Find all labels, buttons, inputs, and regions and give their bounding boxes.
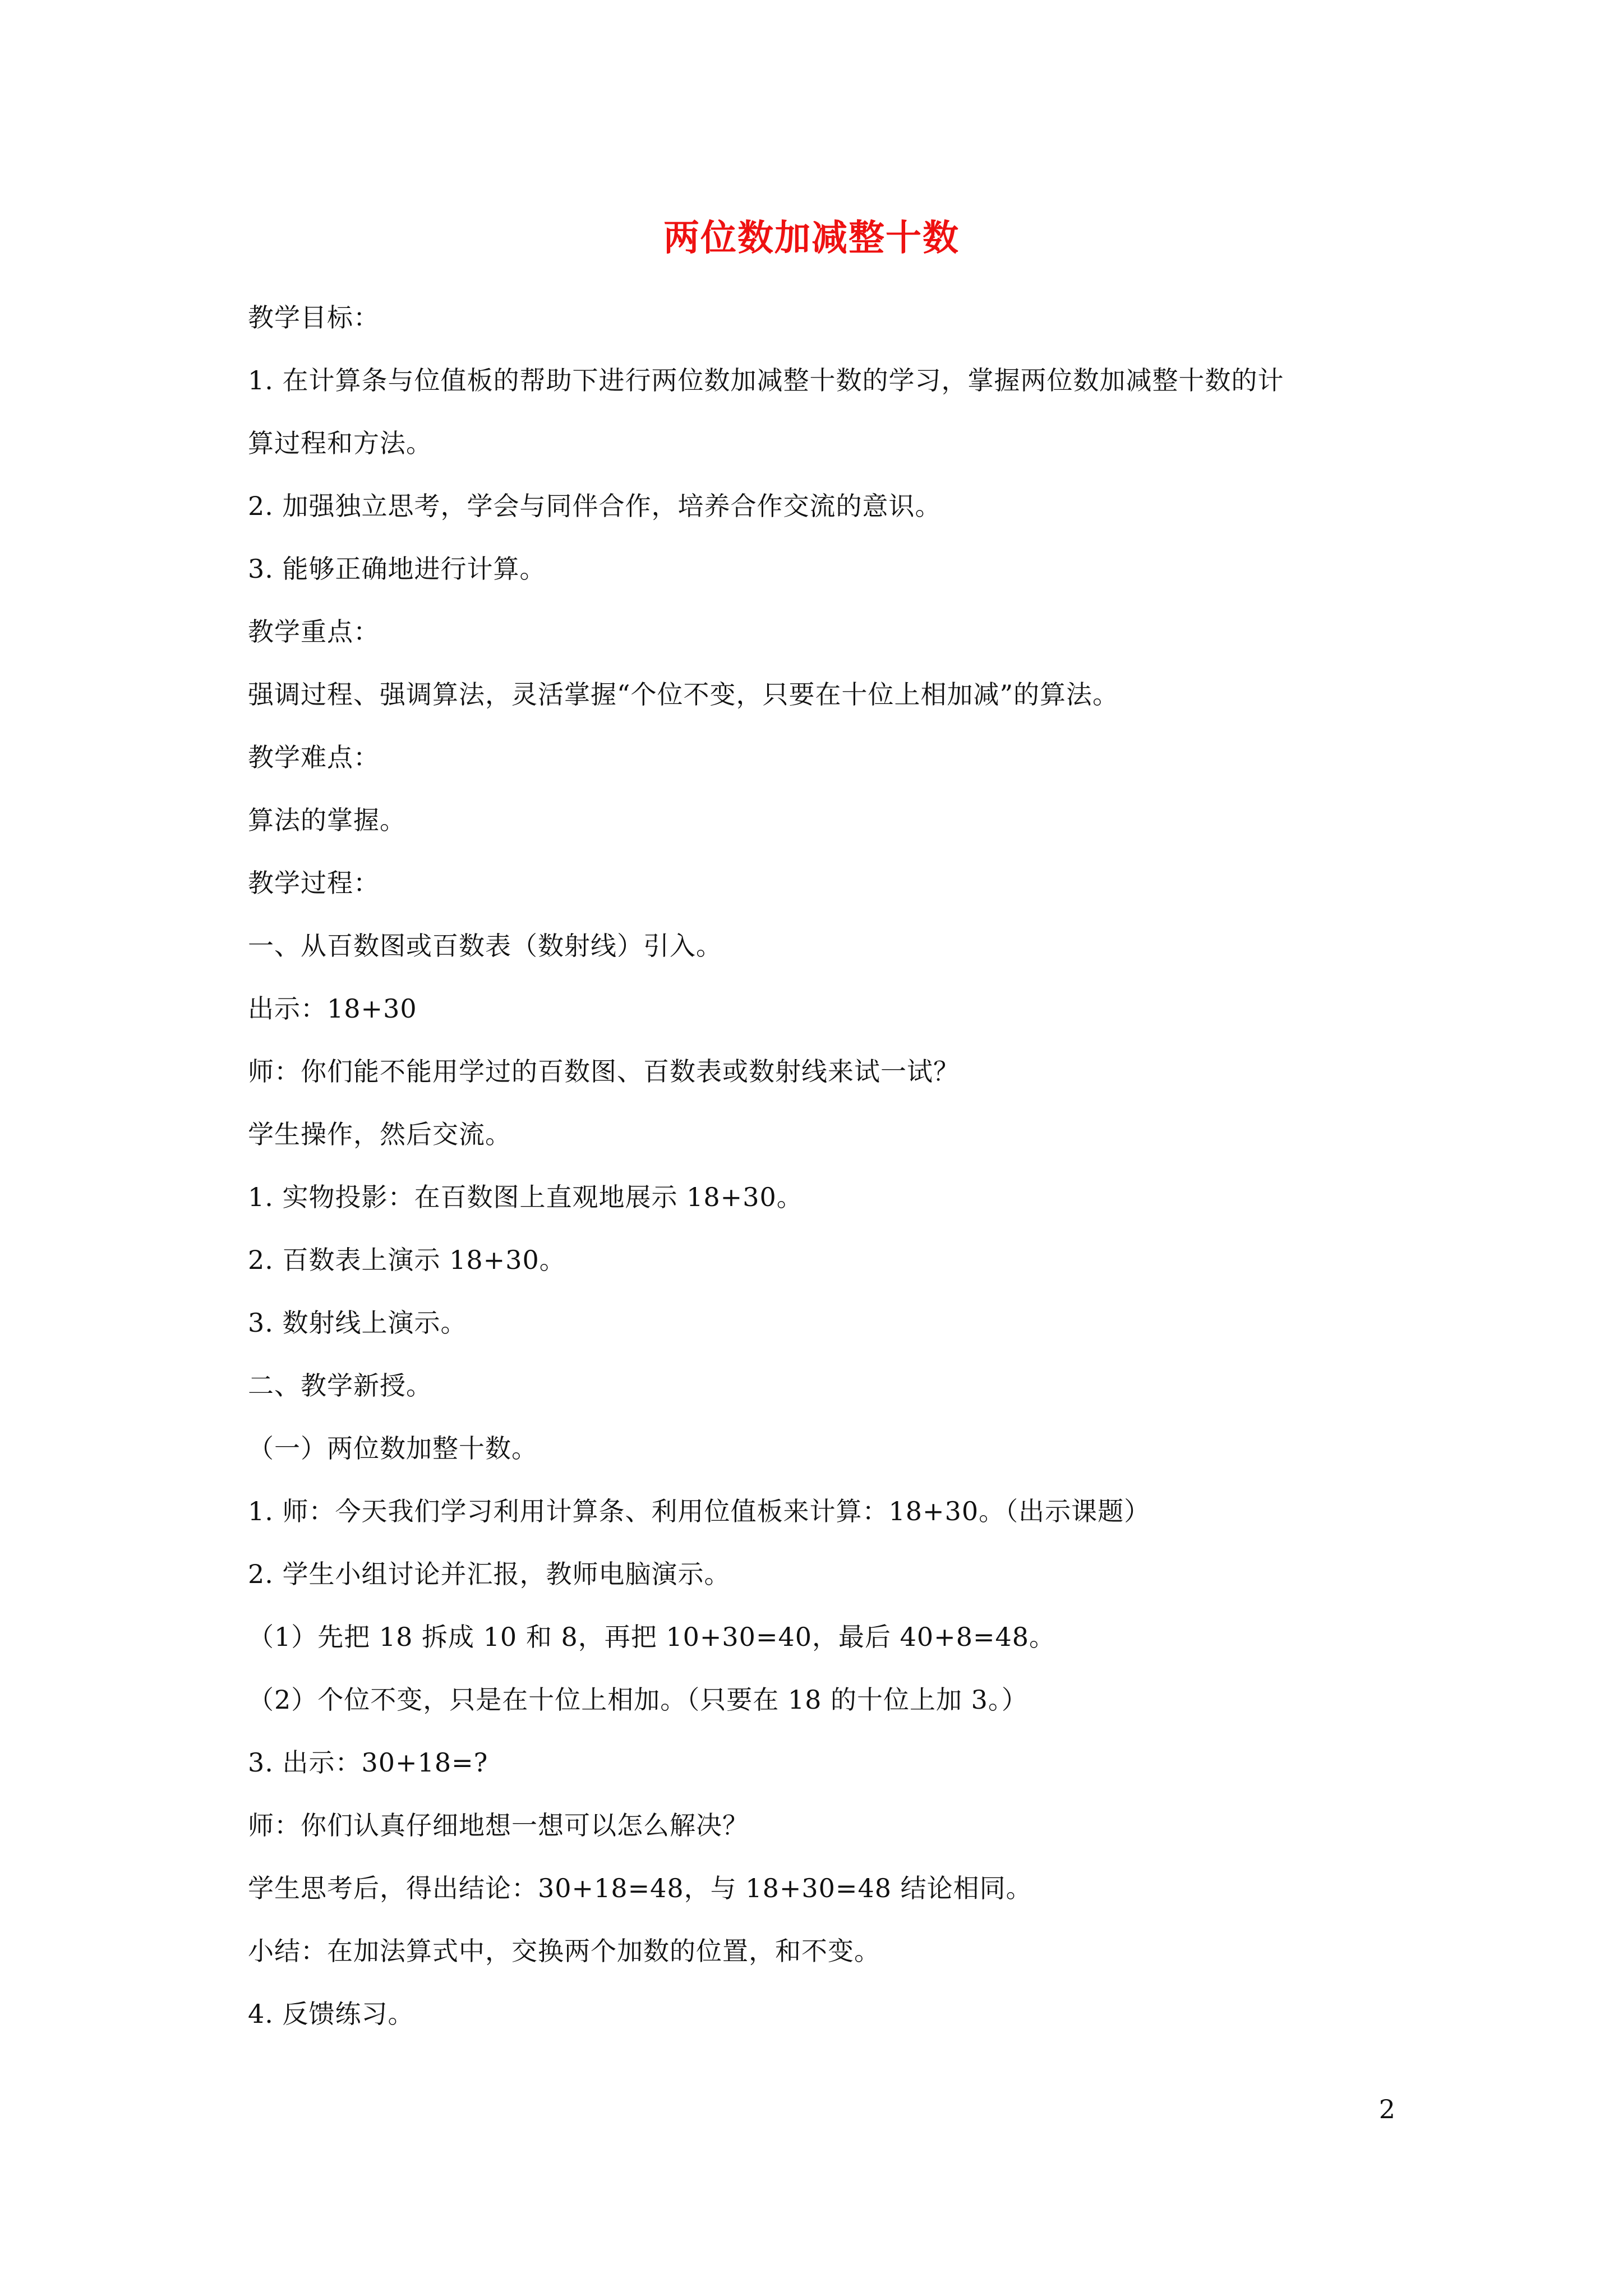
addition-method-1: （1）先把 18 拆成 10 和 8，再把 10+30=40，最后 40+8=48。 <box>248 1622 1056 1652</box>
section-heading-process: 教学过程： <box>248 868 380 898</box>
addition-step-3: 3. 出示：30+18=? <box>248 1747 488 1778</box>
subsection-heading-addition: （一）两位数加整十数。 <box>248 1433 538 1464</box>
addition-method-2: （2）个位不变，只是在十位上相加。（只要在 18 的十位上加 3。） <box>248 1685 1028 1715</box>
process-step-2: 2. 百数表上演示 18+30。 <box>248 1245 566 1275</box>
summary-text: 小结：在加法算式中，交换两个加数的位置，和不变。 <box>248 1936 880 1966</box>
student-operation: 学生操作，然后交流。 <box>248 1119 511 1149</box>
section-heading-difficulties: 教学难点： <box>248 742 380 772</box>
objective-2: 2. 加强独立思考，学会与同伴合作，培养合作交流的意识。 <box>248 491 942 521</box>
objective-3: 3. 能够正确地进行计算。 <box>248 554 546 584</box>
key-points-text: 强调过程、强调算法，灵活掌握“个位不变，只要在十位上相加减”的算法。 <box>248 679 1119 710</box>
page-number: 2 <box>1378 2094 1395 2124</box>
addition-step-2: 2. 学生小组讨论并汇报，教师电脑演示。 <box>248 1559 731 1589</box>
section-heading-objectives: 教学目标： <box>248 302 380 333</box>
objective-1-line-2: 算过程和方法。 <box>248 428 432 458</box>
addition-step-4: 4. 反馈练习。 <box>248 1999 414 2029</box>
student-conclusion: 学生思考后，得出结论：30+18=48，与 18+30=48 结论相同。 <box>248 1873 1032 1903</box>
process-part-1-heading: 一、从百数图或百数表（数射线）引入。 <box>248 931 722 961</box>
addition-step-1: 1. 师：今天我们学习利用计算条、利用位值板来计算：18+30。（出示课题） <box>248 1496 1151 1526</box>
process-step-1: 1. 实物投影：在百数图上直观地展示 18+30。 <box>248 1182 803 1212</box>
difficulties-text: 算法的掌握。 <box>248 805 406 835</box>
objective-1-line-1: 1. 在计算条与位值板的帮助下进行两位数加减整十数的学习，掌握两位数加减整十数的计 <box>248 365 1284 395</box>
process-show-expression: 出示：18+30 <box>248 993 417 1024</box>
section-heading-key-points: 教学重点： <box>248 616 380 647</box>
teacher-prompt: 师：你们认真仔细地想一想可以怎么解决？ <box>248 1810 749 1841</box>
teacher-question: 师：你们能不能用学过的百数图、百数表或数射线来试一试？ <box>248 1056 960 1087</box>
process-part-2-heading: 二、教学新授。 <box>248 1370 432 1401</box>
document-title: 两位数加减整十数 <box>663 217 960 259</box>
process-step-3: 3. 数射线上演示。 <box>248 1308 467 1338</box>
